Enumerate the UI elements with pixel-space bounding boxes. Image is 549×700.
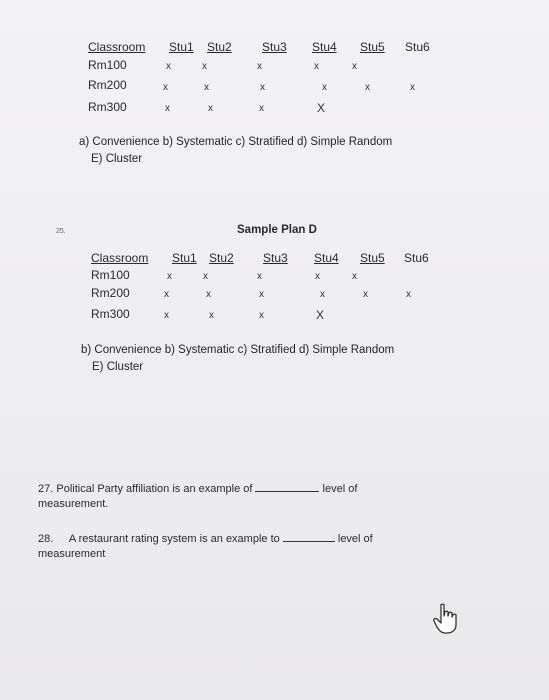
plan-d-header-stu3: Stu3 bbox=[263, 251, 288, 265]
table1-mark: x bbox=[166, 61, 171, 72]
table1-mark: x bbox=[410, 82, 415, 93]
plan-d-row-label-rm100: Rm100 bbox=[91, 268, 130, 282]
table1-header-stu6: Stu6 bbox=[405, 40, 430, 54]
plan-d-mark: x bbox=[259, 289, 264, 300]
plan-d-header-stu5: Stu5 bbox=[360, 251, 385, 265]
plan-d-mark: x bbox=[315, 271, 320, 282]
plan-d-mark: x bbox=[206, 289, 211, 300]
table1-row-label-rm200: Rm200 bbox=[88, 78, 127, 92]
table1-mark: x bbox=[352, 61, 357, 72]
table1-mark: x bbox=[257, 61, 262, 72]
table1-mark: x bbox=[259, 103, 264, 114]
plan-d-header-stu1: Stu1 bbox=[172, 251, 197, 265]
question-27-line1 bbox=[38, 481, 357, 495]
plan-d-mark: x bbox=[259, 310, 264, 321]
plan-d-mark: x bbox=[406, 289, 411, 300]
plan-d-row-label-rm300: Rm300 bbox=[91, 307, 130, 321]
question-28-number: 28. bbox=[38, 533, 54, 545]
plan-d-choices-line2: E) Cluster bbox=[92, 361, 144, 373]
question-27-line2: measurement. bbox=[38, 498, 109, 510]
table1-mark: x bbox=[202, 61, 207, 72]
table1-choices-line2: E) Cluster bbox=[91, 153, 143, 165]
plan-d-header-stu6: Stu6 bbox=[404, 251, 429, 265]
question-number-25: 25. bbox=[56, 228, 66, 235]
table1-header-stu2: Stu2 bbox=[207, 40, 232, 54]
table1-row-label-rm300: Rm300 bbox=[88, 100, 127, 114]
plan-d-mark: x bbox=[167, 271, 172, 282]
table1-mark: x bbox=[208, 103, 213, 114]
table1-header-stu5: Stu5 bbox=[360, 40, 385, 54]
table1-header-classroom: Classroom bbox=[88, 40, 146, 54]
table1-row-label-rm100: Rm100 bbox=[88, 58, 127, 72]
pointing-hand-cursor-icon bbox=[432, 603, 462, 635]
table1-mark: x bbox=[165, 103, 170, 114]
table1-header-stu3: Stu3 bbox=[262, 40, 287, 54]
question-27-answer-blank[interactable] bbox=[255, 481, 319, 492]
question-28-line2: measurement bbox=[38, 548, 106, 560]
table1-choices-line1: a) Convenience b) Systematic c) Stratified d) Simple Random bbox=[79, 136, 393, 148]
question-27-after: level of bbox=[322, 483, 358, 495]
table1-mark: x bbox=[204, 82, 209, 93]
plan-d-mark: x bbox=[352, 271, 357, 282]
question-27-text: Political Party affiliation is an example of bbox=[56, 483, 253, 495]
question-28-text: A restaurant rating system is an example to bbox=[68, 533, 280, 545]
plan-d-header-stu2: Stu2 bbox=[209, 251, 234, 265]
question-28-after: level of bbox=[337, 533, 373, 545]
table1-mark: X bbox=[317, 101, 326, 115]
plan-d-mark: x bbox=[164, 310, 169, 321]
plan-d-header-classroom: Classroom bbox=[91, 251, 149, 265]
question-27-number: 27. bbox=[38, 483, 54, 495]
plan-d-header-stu4: Stu4 bbox=[314, 251, 339, 265]
plan-d-mark: x bbox=[363, 289, 368, 300]
table1-header-stu4: Stu4 bbox=[312, 40, 337, 54]
plan-d-mark: X bbox=[316, 308, 325, 322]
plan-d-mark: x bbox=[257, 271, 262, 282]
sample-plan-d-title: Sample Plan D bbox=[237, 224, 317, 236]
plan-d-mark: x bbox=[164, 289, 169, 300]
plan-d-mark: x bbox=[320, 289, 325, 300]
table1-mark: x bbox=[365, 82, 370, 93]
plan-d-row-label-rm200: Rm200 bbox=[91, 286, 130, 300]
table1-mark: x bbox=[163, 82, 168, 93]
question-28-line1 bbox=[38, 531, 373, 545]
table1-mark: x bbox=[322, 82, 327, 93]
plan-d-mark: x bbox=[203, 271, 208, 282]
table1-mark: x bbox=[260, 82, 265, 93]
plan-d-choices-line1: b) Convenience b) Systematic c) Stratified d) Simple Random bbox=[81, 344, 395, 356]
plan-d-mark: x bbox=[209, 310, 214, 321]
table1-mark: x bbox=[314, 61, 319, 72]
table1-header-stu1: Stu1 bbox=[169, 40, 194, 54]
question-28-answer-blank[interactable] bbox=[283, 531, 335, 542]
